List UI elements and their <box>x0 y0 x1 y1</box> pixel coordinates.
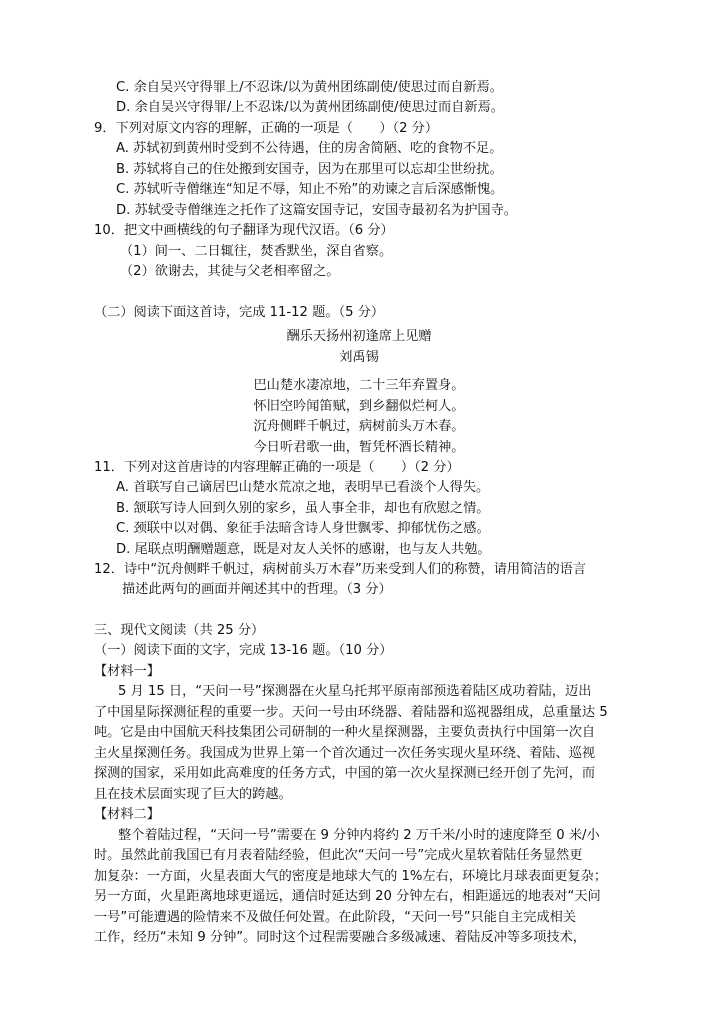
material1-line-5: 探测的国家，采用如此高难度的任务方式，中国的第一次火星探测已经开创了先河，而 <box>94 766 596 781</box>
material2-label: 【材料二】 <box>94 807 160 822</box>
section2-heading: （二）阅读下面这首诗，完成 11-12 题。（5 分） <box>94 305 385 320</box>
q9-stem: 9．下列对原文内容的理解，正确的一项是（ ）（2 分） <box>94 121 439 136</box>
q11-stem: 11．下列对这首唐诗的内容理解正确的一项是（ ）（2 分） <box>94 460 460 475</box>
q10-item-1: （1）间一、二日辄往，焚香默坐，深自省察。 <box>120 244 393 259</box>
q8-option-d: D. 余自吴兴守得罪/上不忍诛/以为黄州团练副使/使思过而自新焉。 <box>116 100 504 115</box>
poem-line-3: 沉舟侧畔千帆过，病树前头万木春。 <box>253 419 465 434</box>
material1-line-6: 且在技术层面实现了巨大的跨越。 <box>94 787 292 802</box>
material1-line-2: 了中国星际探测征程的重要一步。天问一号由环绕器、着陆器和巡视器组成，总重量达 5 <box>94 705 608 720</box>
q9-option-d: D. 苏轼受寺僧继连之托作了这篇安国寺记，安国寺最初名为护国寺。 <box>116 203 517 218</box>
q9-option-c: C. 苏轼听寺僧继连“知足不辱，知止不殆”的劝谏之言后深感惭愧。 <box>116 182 504 197</box>
material1-line-4: 主火星探测任务。我国成为世界上第一个首次通过一次任务实现火星环绕、着陆、巡视 <box>94 746 596 761</box>
material2-line-2: 时。虽然此前我国已有月表着陆经验，但此次“天问一号”完成火星软着陆任务显然更 <box>94 848 583 863</box>
q12-line-2: 描述此两句的画面并阐述其中的哲理。（3 分） <box>122 582 392 597</box>
q11-option-a: A. 首联写自己谪居巴山楚水荒凉之地，表明早已看淡个人得失。 <box>116 480 490 495</box>
poem-line-2: 怀旧空吟闻笛赋，到乡翻似烂柯人。 <box>253 399 465 414</box>
poem-line-1: 巴山楚水凄凉地，二十三年弃置身。 <box>253 378 465 393</box>
poem-title: 酬乐天扬州初逢席上见赠 <box>286 329 432 344</box>
q9-option-a: A. 苏轼初到黄州时受到不公待遇，住的房舍简陋、吃的食物不足。 <box>116 141 503 156</box>
poem-author: 刘禹锡 <box>339 350 379 365</box>
material2-line-4: 另一方面，火星距离地球更遥远，通信时延达到 20 分钟左右，相距遥远的地表对“天问 <box>94 889 601 904</box>
material2-line-6: 工作，经历“未知 9 分钟”。同时这个过程需要融合多级减速、着陆反冲等多项技术， <box>94 930 586 945</box>
q11-option-c: C. 颈联中以对偶、象征手法暗含诗人身世飘零、抑郁忧伤之感。 <box>116 521 490 536</box>
q10-stem: 10．把文中画横线的句子翻译为现代汉语。（6 分） <box>94 223 394 238</box>
poem-line-4: 今日听君歌一曲，暂凭杯酒长精神。 <box>253 440 465 455</box>
part3-heading: 三、现代文阅读（共 25 分） <box>94 623 265 638</box>
material2-line-5: 一号”可能遭遇的险情来不及做任何处置。在此阶段，“天问一号”只能自主完成相关 <box>94 910 577 925</box>
q10-item-2: （2）欲谢去，其徒与父老相率留之。 <box>120 264 340 279</box>
q8-option-c: C. 余自吴兴守得罪上/不忍诛/以为黄州团练副使/使思过而自新焉。 <box>116 80 503 95</box>
material1-label: 【材料一】 <box>94 664 160 679</box>
q11-option-d: D. 尾联点明酬赠题意，既是对友人关怀的感谢，也与友人共勉。 <box>116 542 491 557</box>
q11-option-b: B. 颔联写诗人回到久别的家乡，虽人事全非，却也有欣慰之情。 <box>116 501 490 516</box>
material2-line-3: 加复杂：一方面，火星表面大气的密度是地球大气的 1%左右，环境比月球表面更复杂； <box>94 869 608 884</box>
part3-sub-heading: （一）阅读下面的文字，完成 13-16 题。（10 分） <box>94 643 393 658</box>
material1-line-1: 5 月 15 日，“天问一号”探测器在火星乌托邦平原南部预选着陆区成功着陆，迈出 <box>118 684 592 699</box>
material1-line-3: 吨。它是由中国航天科技集团公司研制的一种火星探测器，主要负责执行中国第一次自 <box>94 725 596 740</box>
q9-option-b: B. 苏轼将自己的住处搬到安国寺，因为在那里可以忘却尘世纷扰。 <box>116 162 503 177</box>
q12-line-1: 12．诗中“沉舟侧畔千帆过，病树前头万木春”历来受到人们的称赞，请用简洁的语言 <box>94 562 587 577</box>
material2-line-1: 整个着陆过程，“天问一号”需要在 9 分钟内将约 2 万千米/小时的速度降至 0 米/小 <box>118 828 600 843</box>
